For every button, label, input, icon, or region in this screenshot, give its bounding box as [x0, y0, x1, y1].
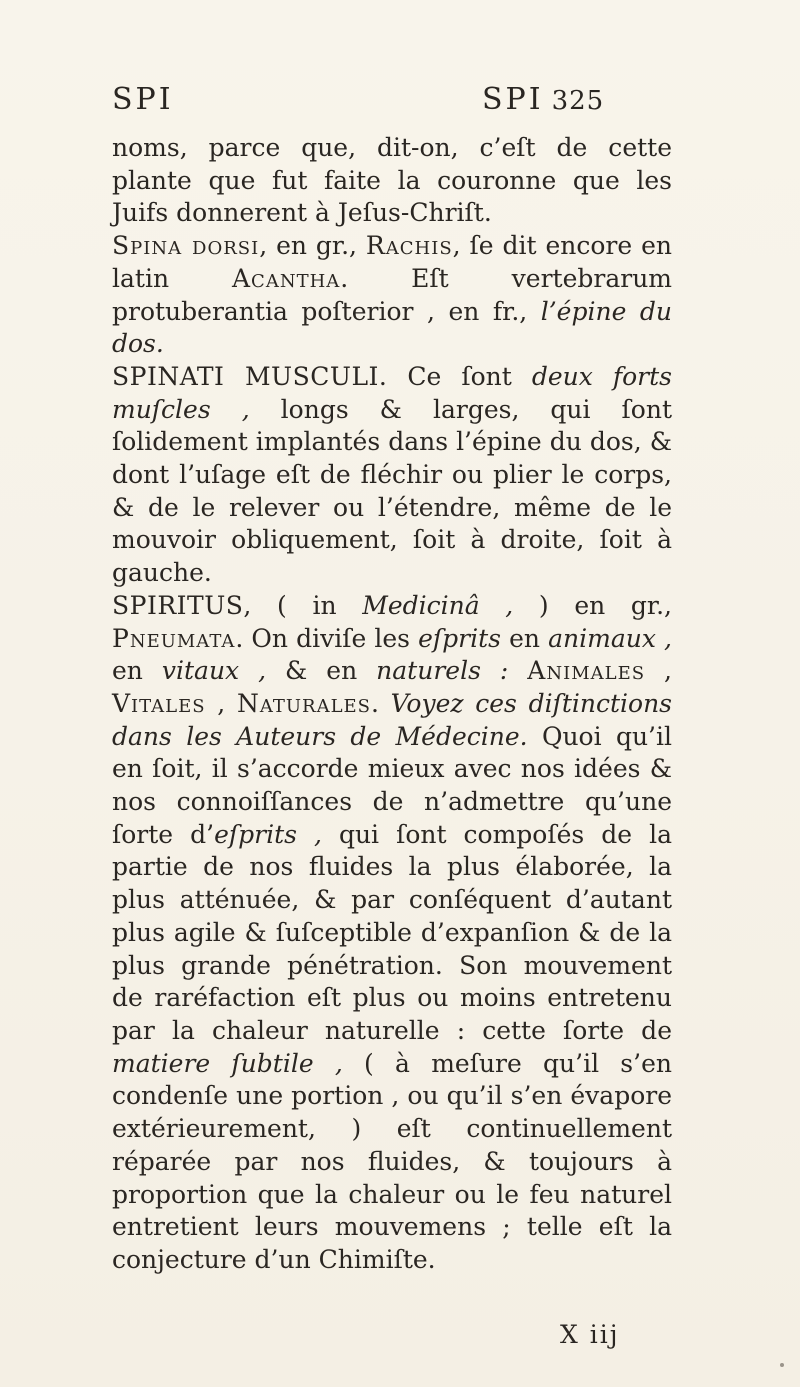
- running-header: [112, 82, 652, 130]
- term-epine-du-dos: l’épine du dos.: [112, 296, 672, 359]
- term-naturels: naturels :: [376, 656, 509, 686]
- term-esprits: eſprits: [418, 623, 501, 653]
- paragraph-4: [112, 590, 672, 1277]
- para4-f: & en: [266, 656, 377, 686]
- term-animaux: animaux ,: [548, 623, 672, 653]
- para4-c: . On diviſe les: [235, 623, 419, 653]
- term-acantha: Acantha: [232, 263, 341, 293]
- header-right-word: SPI: [482, 82, 544, 117]
- para1-text: noms, parce que, dit-on, c’eſt de cette plante que fut faite la couronne que les Juifs donnerent à Jeſus-Chriſt.: [112, 133, 672, 228]
- para2-c: . Eſt vertebrarum protuberantia poſterior , en fr.,: [112, 263, 672, 326]
- body-text: [112, 132, 672, 1277]
- entry-spiritus: SPIRITUS: [112, 590, 244, 620]
- para2-b: , ſe dit encore en latin: [112, 231, 672, 293]
- para3-a: Ce ſont: [387, 361, 532, 391]
- term-medicina: Medicinâ ,: [362, 590, 514, 620]
- term-vitaux: vitaux ,: [161, 656, 267, 686]
- paragraph-2: [112, 230, 672, 361]
- header-right: [482, 82, 604, 117]
- term-matiere-subtile: matiere ſubtile ,: [112, 1048, 343, 1078]
- term-pneumata: Pneumata: [112, 623, 236, 653]
- para4-d: en: [501, 623, 549, 653]
- para4-k: Quoi qu’il en ſoit, il s’accorde mieux avec nos idées & nos connoiſſances de n’admettre qu’une ſorte d’: [112, 721, 672, 849]
- para3-b: longs & larges, qui ſont ſolidement implantés dans l’épine du dos, & dont l’uſage eſt de fléchir ou plier le corps, & de le relever ou l’étendre, même de le mouvoir obliquement, ſoit à droite, ſoit à gauche.: [112, 394, 672, 588]
- paper-speck: [780, 1363, 784, 1367]
- term-esprits-2: eſprits ,: [214, 819, 322, 849]
- para4-m: ( à meſure qu’il s’en condenſe une portion , ou qu’il s’en évapore extérieurement, ) eſt continuellement réparée par nos fluides, & toujours à proportion que la chaleur ou le feu naturel entretient leurs mouvemens ; telle eſt la conjecture d’un Chimiſte.: [112, 1048, 672, 1274]
- para3-italic: deux forts muſcles ,: [112, 361, 672, 424]
- term-vitales: Vitales: [112, 688, 206, 718]
- term-rachis: Rachis: [365, 231, 453, 261]
- para4-h: ,: [645, 656, 672, 686]
- header-left: SPI: [112, 82, 174, 117]
- para2-a: , en gr.,: [259, 231, 366, 261]
- para4-i: ,: [205, 688, 237, 718]
- entry-spina-dorsi: Spina dorsi: [112, 231, 260, 261]
- page-number: 325: [551, 86, 605, 116]
- para4-a: , ( in: [243, 590, 363, 620]
- para4-e: en: [112, 656, 162, 686]
- para4-j: .: [371, 688, 391, 718]
- paragraph-1: [112, 132, 672, 230]
- cross-reference: Voyez ces diſtinctions dans les Auteurs de Médecine.: [112, 688, 672, 751]
- signature-mark: X iij: [560, 1320, 620, 1349]
- para4-g: [508, 656, 527, 685]
- term-naturales: Naturales: [236, 688, 371, 718]
- para4-l: qui ſont compoſés de la partie de nos fluides la plus élaborée, la plus atténuée, & par conſéquent d’autant plus agile & ſuſceptible d’expanſion & de la plus grande pénétration. Son mouvement de raréfaction eſt plus ou moins entretenu par la chaleur naturelle : cette ſorte de: [112, 819, 672, 1045]
- paragraph-3: [112, 361, 672, 590]
- para4-b: ) en gr.,: [513, 590, 672, 620]
- term-animales: Animales: [527, 656, 646, 686]
- entry-spinati-musculi: SPINATI MUSCULI.: [112, 361, 388, 391]
